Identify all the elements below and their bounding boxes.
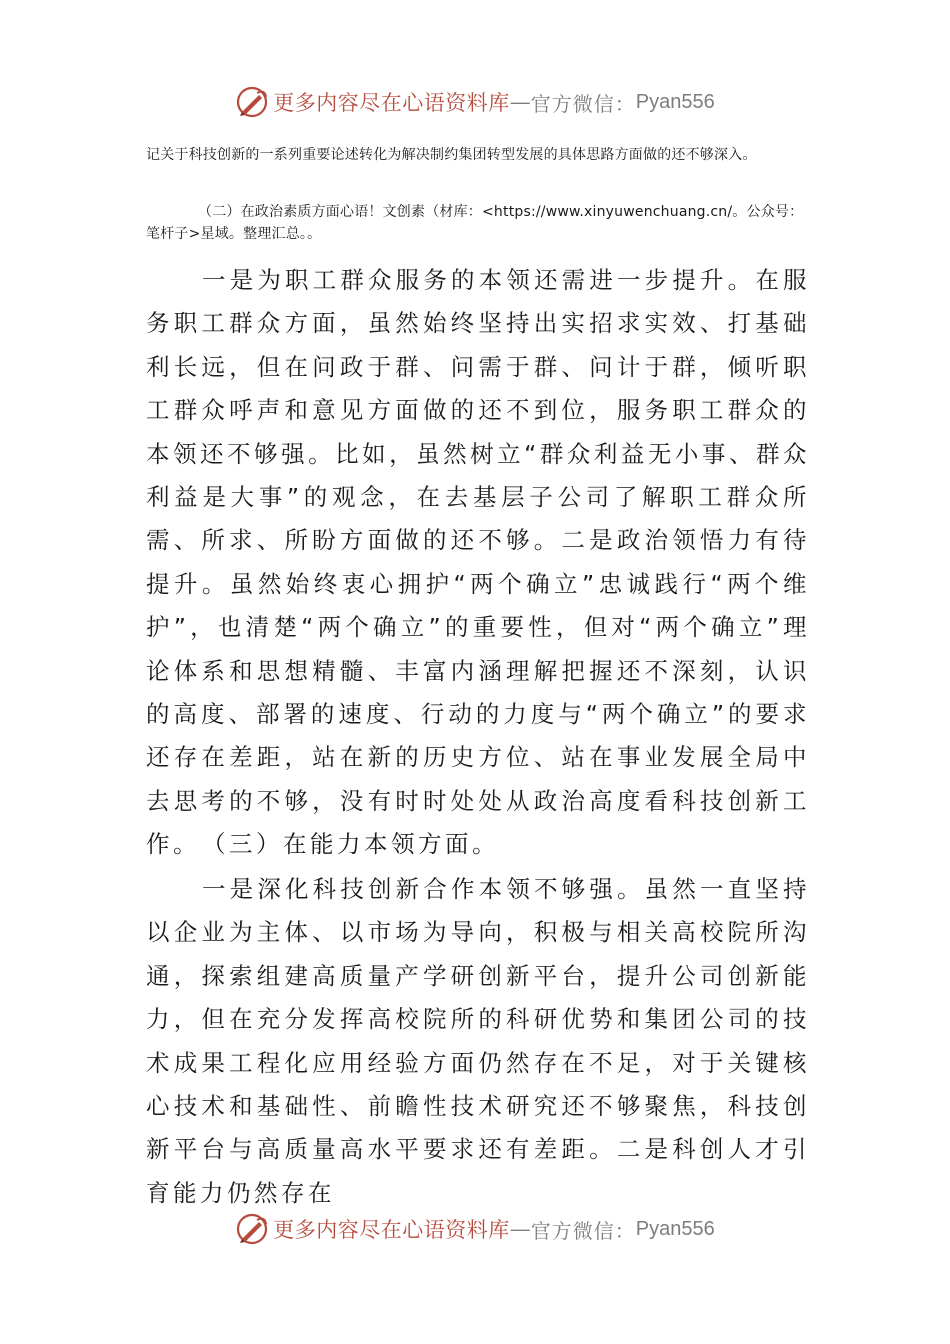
watermark-separator: — (509, 1217, 531, 1241)
watermark-wechat-id: Pyan556 (635, 90, 715, 113)
body-paragraph-two: 一是深化科技创新合作本领不够强。虽然一直坚持以企业为主体、以市场为导向，积极与相关高校院所沟通，探索组建高质量产学研创新平台，提升公司创新能力，但在充分发挥高校院所的科研优势和集团公司的技术成果工程化应用经验方面仍然存在不足，对于关键核心技术和基础性、前瞻性技术研究还不够聚焦，科技创新平台与高质量高水平要求还有差距。二是科创人才引育能力仍然存在 (146, 875, 810, 1207)
watermark-title: 更多内容尽在心语资料库 (273, 1218, 510, 1242)
watermark-separator: — (509, 90, 531, 114)
watermark-wechat-label: 官方微信： (530, 91, 636, 116)
pen-logo-icon (235, 1212, 269, 1246)
body-paragraph-one: 一是为职工群众服务的本领还需进一步提升。在服务职工群众方面，虽然始终坚持出实招求实效、打基础利长远，但在问政于群、问需于群、问计于群，倾听职工群众呼声和意见方面做的还不到位，服务职工群众的本领还不够强。比如，虽然树立“群众利益无小事、群众利益是大事”的观念，在去基层子公司了解职工群众所需、所求、所盼方面做的还不够。二是政治领悟力有待提升。虽然始终衷心拥护“两个确立”忠诚践行“两个维护”，也清楚“两个确立”的重要性，但对“两个确立”理论体系和思想精髓、丰富内涵理解把握还不深刻，认识的高度、部署的速度、行动的力度与“两个确立”的要求还存在差距，站在新的历史方位、站在事业发展全局中去思考的不够，没有时时处处从政治高度看科技创新工作。 (146, 266, 810, 859)
pen-logo-icon (235, 85, 269, 119)
intro-paragraph: 记关于科技创新的一系列重要论述转化为解决制约集团转型发展的具体思路方面做的还不够深入。 (146, 147, 757, 163)
section-two-heading: （二）在政治素质方面心语！文创素（材库：<https://www.xinyuwenchuang.cn/。公众号：笔杆子>星域。整理汇总。。 (146, 204, 804, 242)
watermark-header (0, 82, 950, 122)
watermark-footer (0, 1209, 950, 1249)
section-three-heading: （三）在能力本领方面。 (202, 830, 499, 858)
watermark-wechat-id: Pyan556 (635, 1217, 715, 1240)
watermark-title: 更多内容尽在心语资料库 (273, 91, 510, 115)
watermark-wechat-label: 官方微信： (530, 1218, 636, 1243)
